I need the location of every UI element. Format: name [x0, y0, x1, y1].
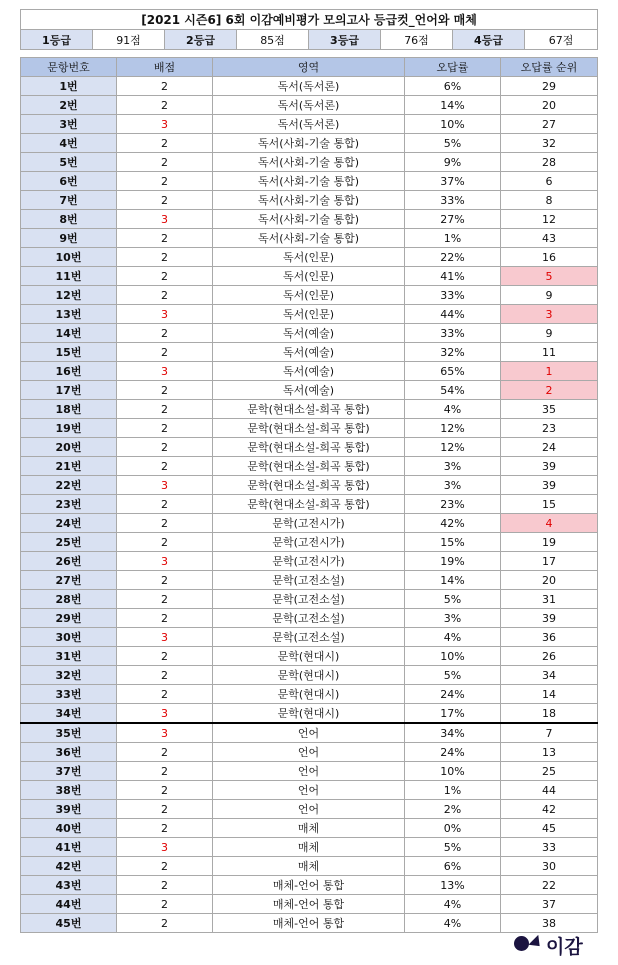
points-cell: 3 [117, 628, 213, 647]
question-number: 13번 [21, 305, 117, 324]
table-row [21, 762, 598, 781]
area-cell: 문학(고전시가) [213, 514, 405, 533]
question-number: 27번 [21, 571, 117, 590]
table-row [21, 438, 598, 457]
table-row [21, 172, 598, 191]
points-cell: 2 [117, 286, 213, 305]
area-cell: 독서(사회-기술 통합) [213, 210, 405, 229]
error-rate-cell: 34% [405, 723, 501, 743]
points-cell: 2 [117, 153, 213, 172]
points-cell: 2 [117, 457, 213, 476]
error-rank-cell: 39 [501, 476, 598, 495]
area-cell: 문학(고전소설) [213, 571, 405, 590]
question-number: 20번 [21, 438, 117, 457]
error-rank-cell: 26 [501, 647, 598, 666]
question-number: 43번 [21, 876, 117, 895]
error-rank-cell: 15 [501, 495, 598, 514]
points-cell: 3 [117, 210, 213, 229]
error-rank-cell: 22 [501, 876, 598, 895]
area-cell: 문학(현대소설-희곡 통합) [213, 457, 405, 476]
error-rate-cell: 4% [405, 895, 501, 914]
area-cell: 언어 [213, 800, 405, 819]
error-rate-cell: 3% [405, 609, 501, 628]
question-number: 4번 [21, 134, 117, 153]
error-rank-cell: 7 [501, 723, 598, 743]
question-number: 29번 [21, 609, 117, 628]
question-number: 42번 [21, 857, 117, 876]
error-rank-cell: 35 [501, 400, 598, 419]
area-cell: 언어 [213, 762, 405, 781]
question-number: 17번 [21, 381, 117, 400]
error-rate-cell: 4% [405, 628, 501, 647]
grade-2-label: 2등급 [165, 30, 237, 50]
table-row [21, 286, 598, 305]
table-row [21, 495, 598, 514]
points-cell: 2 [117, 781, 213, 800]
error-rate-cell: 23% [405, 495, 501, 514]
error-rank-cell: 12 [501, 210, 598, 229]
area-cell: 매체 [213, 819, 405, 838]
error-rank-cell: 8 [501, 191, 598, 210]
error-rate-cell: 24% [405, 685, 501, 704]
error-rank-cell: 28 [501, 153, 598, 172]
error-rate-cell: 27% [405, 210, 501, 229]
question-number: 5번 [21, 153, 117, 172]
error-rank-cell: 23 [501, 419, 598, 438]
question-number: 26번 [21, 552, 117, 571]
error-rank-cell: 24 [501, 438, 598, 457]
points-cell: 2 [117, 876, 213, 895]
table-row [21, 77, 598, 96]
points-cell: 3 [117, 552, 213, 571]
area-cell: 독서(인문) [213, 248, 405, 267]
table-row [21, 419, 598, 438]
area-cell: 언어 [213, 781, 405, 800]
error-rank-cell: 18 [501, 704, 598, 724]
table-row [21, 191, 598, 210]
error-rate-cell: 2% [405, 800, 501, 819]
logo-circle-icon [514, 936, 529, 951]
table-row [21, 362, 598, 381]
error-rank-cell: 11 [501, 343, 598, 362]
points-cell: 3 [117, 362, 213, 381]
area-cell: 독서(인문) [213, 286, 405, 305]
question-number: 39번 [21, 800, 117, 819]
error-rank-cell: 37 [501, 895, 598, 914]
points-cell: 2 [117, 419, 213, 438]
question-number: 40번 [21, 819, 117, 838]
logo-triangle-icon [528, 935, 544, 951]
error-rate-cell: 12% [405, 438, 501, 457]
grade-3-label: 3등급 [309, 30, 381, 50]
table-body [21, 77, 598, 933]
area-cell: 매체-언어 통합 [213, 914, 405, 933]
area-cell: 문학(고전소설) [213, 590, 405, 609]
error-rate-cell: 5% [405, 590, 501, 609]
points-cell: 2 [117, 381, 213, 400]
error-rate-cell: 4% [405, 400, 501, 419]
error-rate-cell: 1% [405, 781, 501, 800]
table-row [21, 115, 598, 134]
points-cell: 2 [117, 914, 213, 933]
error-rank-cell: 3 [501, 305, 598, 324]
area-cell: 문학(고전시가) [213, 552, 405, 571]
grade-row [21, 30, 598, 50]
error-rate-cell: 5% [405, 838, 501, 857]
grade-4-label: 4등급 [453, 30, 525, 50]
col-header-points: 배점 [117, 58, 213, 77]
question-number: 12번 [21, 286, 117, 305]
error-rate-cell: 14% [405, 571, 501, 590]
question-number: 22번 [21, 476, 117, 495]
table-row [21, 571, 598, 590]
error-rate-cell: 5% [405, 134, 501, 153]
points-cell: 2 [117, 324, 213, 343]
error-rate-cell: 1% [405, 229, 501, 248]
question-number: 28번 [21, 590, 117, 609]
col-header-error-rank: 오답률 순위 [501, 58, 598, 77]
points-cell: 2 [117, 229, 213, 248]
error-rank-cell: 43 [501, 229, 598, 248]
table-row [21, 609, 598, 628]
error-rank-cell: 9 [501, 324, 598, 343]
error-rate-cell: 6% [405, 857, 501, 876]
error-rank-cell: 16 [501, 248, 598, 267]
points-cell: 2 [117, 590, 213, 609]
error-rank-cell: 29 [501, 77, 598, 96]
area-cell: 매체-언어 통합 [213, 876, 405, 895]
question-number: 3번 [21, 115, 117, 134]
error-rank-cell: 19 [501, 533, 598, 552]
table-row [21, 895, 598, 914]
points-cell: 2 [117, 438, 213, 457]
error-rate-cell: 17% [405, 704, 501, 724]
area-cell: 독서(예술) [213, 381, 405, 400]
table-row [21, 533, 598, 552]
points-cell: 2 [117, 514, 213, 533]
table-row [21, 914, 598, 933]
area-cell: 독서(독서론) [213, 77, 405, 96]
result-sheet [20, 9, 597, 933]
table-row [21, 876, 598, 895]
area-cell: 독서(사회-기술 통합) [213, 134, 405, 153]
table-row [21, 400, 598, 419]
question-number: 19번 [21, 419, 117, 438]
points-cell: 3 [117, 476, 213, 495]
area-cell: 독서(예술) [213, 343, 405, 362]
table-row [21, 857, 598, 876]
table-row [21, 248, 598, 267]
points-cell: 2 [117, 666, 213, 685]
area-cell: 문학(현대소설-희곡 통합) [213, 438, 405, 457]
table-row [21, 704, 598, 724]
points-cell: 2 [117, 895, 213, 914]
table-row [21, 590, 598, 609]
table-row [21, 343, 598, 362]
table-row [21, 324, 598, 343]
area-cell: 독서(인문) [213, 305, 405, 324]
points-cell: 2 [117, 819, 213, 838]
points-cell: 2 [117, 609, 213, 628]
question-number: 7번 [21, 191, 117, 210]
grade-4-score: 67점 [525, 30, 598, 50]
error-rate-cell: 19% [405, 552, 501, 571]
table-row [21, 819, 598, 838]
points-cell: 2 [117, 685, 213, 704]
table-row [21, 781, 598, 800]
error-rate-cell: 44% [405, 305, 501, 324]
question-table [20, 57, 598, 933]
error-rate-cell: 5% [405, 666, 501, 685]
table-row [21, 800, 598, 819]
question-number: 36번 [21, 743, 117, 762]
error-rate-cell: 3% [405, 457, 501, 476]
points-cell: 2 [117, 533, 213, 552]
error-rank-cell: 20 [501, 571, 598, 590]
error-rate-cell: 41% [405, 267, 501, 286]
error-rank-cell: 32 [501, 134, 598, 153]
table-row [21, 267, 598, 286]
error-rate-cell: 13% [405, 876, 501, 895]
table-row [21, 305, 598, 324]
error-rate-cell: 0% [405, 819, 501, 838]
area-cell: 독서(예술) [213, 362, 405, 381]
area-cell: 매체 [213, 857, 405, 876]
area-cell: 독서(독서론) [213, 115, 405, 134]
points-cell: 2 [117, 267, 213, 286]
error-rate-cell: 32% [405, 343, 501, 362]
points-cell: 2 [117, 400, 213, 419]
area-cell: 독서(사회-기술 통합) [213, 191, 405, 210]
question-number: 16번 [21, 362, 117, 381]
table-row [21, 552, 598, 571]
area-cell: 문학(현대시) [213, 647, 405, 666]
table-row [21, 628, 598, 647]
points-cell: 2 [117, 743, 213, 762]
error-rate-cell: 22% [405, 248, 501, 267]
area-cell: 문학(고전시가) [213, 533, 405, 552]
area-cell: 문학(고전소설) [213, 609, 405, 628]
error-rate-cell: 24% [405, 743, 501, 762]
table-row [21, 666, 598, 685]
question-number: 25번 [21, 533, 117, 552]
error-rate-cell: 33% [405, 324, 501, 343]
error-rate-cell: 4% [405, 914, 501, 933]
area-cell: 언어 [213, 723, 405, 743]
question-number: 1번 [21, 77, 117, 96]
error-rank-cell: 36 [501, 628, 598, 647]
question-number: 41번 [21, 838, 117, 857]
area-cell: 독서(예술) [213, 324, 405, 343]
area-cell: 독서(사회-기술 통합) [213, 229, 405, 248]
col-header-area: 영역 [213, 58, 405, 77]
error-rank-cell: 6 [501, 172, 598, 191]
question-number: 10번 [21, 248, 117, 267]
brand-logo [514, 930, 594, 958]
error-rate-cell: 10% [405, 647, 501, 666]
points-cell: 2 [117, 77, 213, 96]
question-number: 35번 [21, 723, 117, 743]
error-rank-cell: 39 [501, 457, 598, 476]
points-cell: 2 [117, 172, 213, 191]
points-cell: 3 [117, 704, 213, 724]
question-number: 34번 [21, 704, 117, 724]
question-number: 37번 [21, 762, 117, 781]
col-header-error-rate: 오답률 [405, 58, 501, 77]
error-rate-cell: 33% [405, 191, 501, 210]
area-cell: 문학(현대소설-희곡 통합) [213, 400, 405, 419]
error-rank-cell: 13 [501, 743, 598, 762]
error-rank-cell: 38 [501, 914, 598, 933]
table-header [21, 58, 598, 77]
table-row [21, 381, 598, 400]
question-number: 45번 [21, 914, 117, 933]
area-cell: 문학(현대소설-희곡 통합) [213, 495, 405, 514]
points-cell: 3 [117, 838, 213, 857]
grade-cut-table [20, 9, 598, 50]
error-rate-cell: 9% [405, 153, 501, 172]
area-cell: 문학(현대소설-희곡 통합) [213, 419, 405, 438]
area-cell: 문학(현대시) [213, 704, 405, 724]
table-row [21, 723, 598, 743]
table-row [21, 229, 598, 248]
table-row [21, 210, 598, 229]
error-rank-cell: 25 [501, 762, 598, 781]
error-rate-cell: 14% [405, 96, 501, 115]
error-rate-cell: 42% [405, 514, 501, 533]
grade-1-score: 91점 [93, 30, 165, 50]
question-number: 31번 [21, 647, 117, 666]
question-number: 21번 [21, 457, 117, 476]
table-row [21, 96, 598, 115]
points-cell: 3 [117, 115, 213, 134]
area-cell: 문학(현대시) [213, 685, 405, 704]
error-rate-cell: 33% [405, 286, 501, 305]
error-rank-cell: 42 [501, 800, 598, 819]
area-cell: 문학(현대시) [213, 666, 405, 685]
question-number: 30번 [21, 628, 117, 647]
area-cell: 매체-언어 통합 [213, 895, 405, 914]
points-cell: 2 [117, 762, 213, 781]
question-number: 44번 [21, 895, 117, 914]
area-cell: 독서(사회-기술 통합) [213, 172, 405, 191]
error-rank-cell: 17 [501, 552, 598, 571]
question-number: 2번 [21, 96, 117, 115]
error-rank-cell: 27 [501, 115, 598, 134]
error-rank-cell: 44 [501, 781, 598, 800]
page-title: [2021 시즌6] 6회 이감예비평가 모의고사 등급컷_언어와 매체 [21, 10, 598, 30]
table-row [21, 685, 598, 704]
error-rate-cell: 10% [405, 115, 501, 134]
question-number: 8번 [21, 210, 117, 229]
error-rate-cell: 37% [405, 172, 501, 191]
table-row [21, 476, 598, 495]
question-number: 9번 [21, 229, 117, 248]
error-rank-cell: 45 [501, 819, 598, 838]
table-row [21, 838, 598, 857]
table-row [21, 457, 598, 476]
question-number: 24번 [21, 514, 117, 533]
error-rate-cell: 65% [405, 362, 501, 381]
error-rank-cell: 14 [501, 685, 598, 704]
question-number: 6번 [21, 172, 117, 191]
points-cell: 2 [117, 647, 213, 666]
question-number: 23번 [21, 495, 117, 514]
points-cell: 3 [117, 723, 213, 743]
table-row [21, 743, 598, 762]
area-cell: 문학(현대소설-희곡 통합) [213, 476, 405, 495]
error-rank-cell: 1 [501, 362, 598, 381]
points-cell: 2 [117, 248, 213, 267]
points-cell: 2 [117, 857, 213, 876]
question-number: 15번 [21, 343, 117, 362]
error-rate-cell: 15% [405, 533, 501, 552]
points-cell: 2 [117, 495, 213, 514]
error-rank-cell: 30 [501, 857, 598, 876]
grade-1-label: 1등급 [21, 30, 93, 50]
area-cell: 독서(인문) [213, 267, 405, 286]
question-number: 33번 [21, 685, 117, 704]
table-row [21, 134, 598, 153]
area-cell: 언어 [213, 743, 405, 762]
grade-3-score: 76점 [381, 30, 453, 50]
error-rate-cell: 10% [405, 762, 501, 781]
grade-2-score: 85점 [237, 30, 309, 50]
points-cell: 2 [117, 134, 213, 153]
table-row [21, 153, 598, 172]
error-rank-cell: 33 [501, 838, 598, 857]
points-cell: 2 [117, 96, 213, 115]
question-number: 38번 [21, 781, 117, 800]
error-rank-cell: 9 [501, 286, 598, 305]
error-rank-cell: 20 [501, 96, 598, 115]
question-number: 32번 [21, 666, 117, 685]
error-rate-cell: 6% [405, 77, 501, 96]
question-number: 18번 [21, 400, 117, 419]
points-cell: 2 [117, 191, 213, 210]
error-rank-cell: 39 [501, 609, 598, 628]
brand-name: 이감 [546, 936, 583, 958]
area-cell: 매체 [213, 838, 405, 857]
error-rank-cell: 2 [501, 381, 598, 400]
error-rank-cell: 5 [501, 267, 598, 286]
area-cell: 문학(고전소설) [213, 628, 405, 647]
table-row [21, 514, 598, 533]
error-rate-cell: 54% [405, 381, 501, 400]
points-cell: 3 [117, 305, 213, 324]
question-number: 11번 [21, 267, 117, 286]
area-cell: 독서(독서론) [213, 96, 405, 115]
points-cell: 2 [117, 571, 213, 590]
error-rank-cell: 31 [501, 590, 598, 609]
error-rank-cell: 34 [501, 666, 598, 685]
area-cell: 독서(사회-기술 통합) [213, 153, 405, 172]
question-number: 14번 [21, 324, 117, 343]
table-row [21, 647, 598, 666]
col-header-question: 문항번호 [21, 58, 117, 77]
error-rate-cell: 3% [405, 476, 501, 495]
error-rate-cell: 12% [405, 419, 501, 438]
points-cell: 2 [117, 800, 213, 819]
points-cell: 2 [117, 343, 213, 362]
error-rank-cell: 4 [501, 514, 598, 533]
